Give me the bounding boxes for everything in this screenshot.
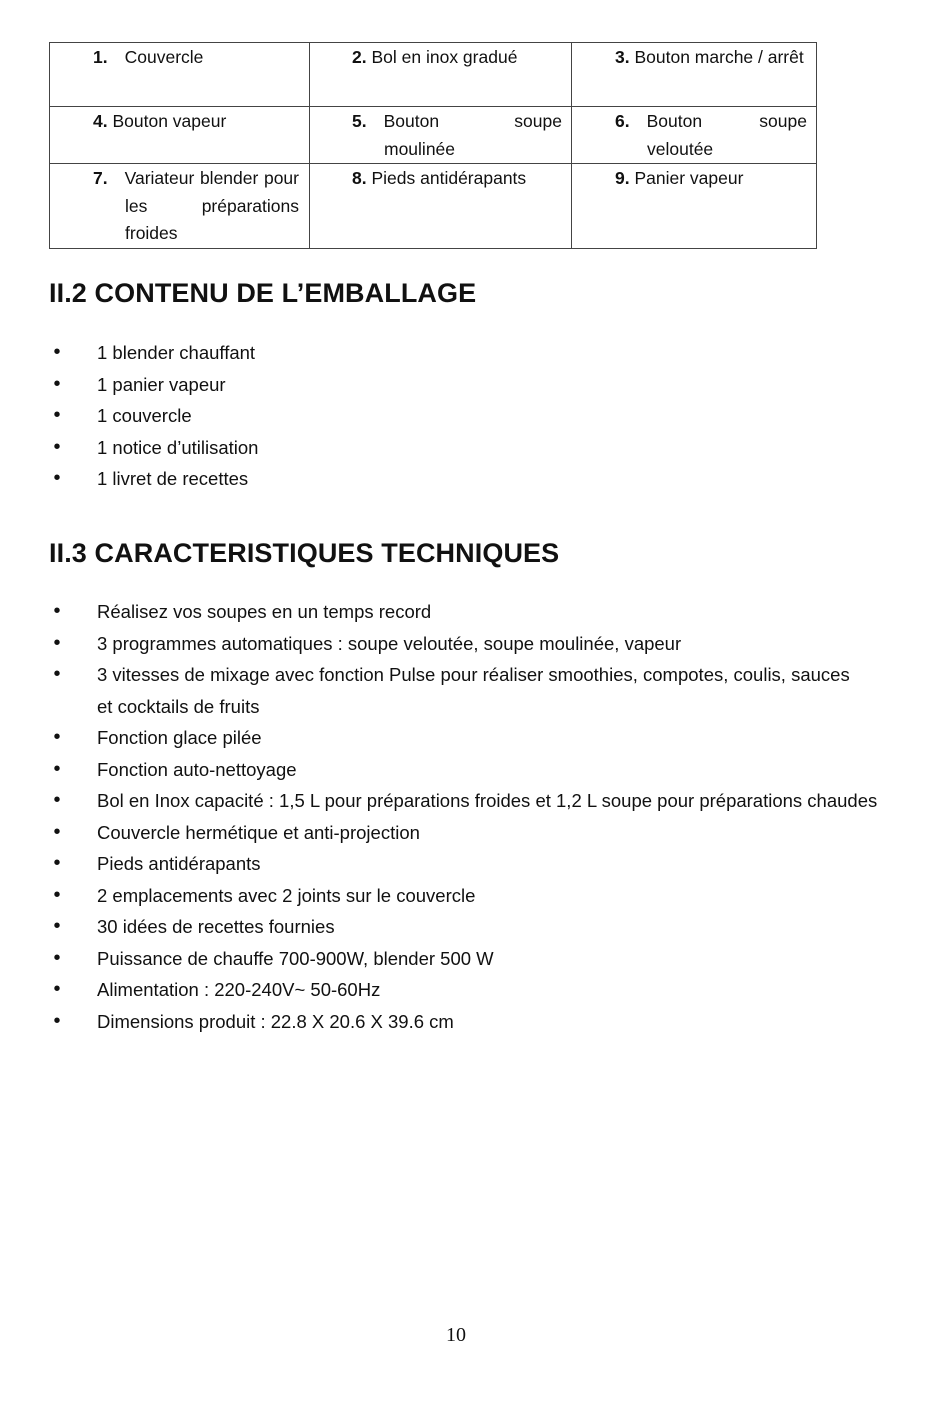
part-label: Bol en inox gradué: [371, 47, 518, 67]
list-item: • 30 idées de recettes fournies: [49, 911, 869, 943]
section-heading-contents: II.2 CONTENU DE L’EMBALLAGE: [49, 278, 477, 308]
list-item: • Couvercle hermétique et anti-projection: [49, 817, 869, 849]
part-number: 2.: [352, 47, 367, 67]
table-row: [50, 164, 817, 249]
part-number: 9.: [615, 168, 630, 188]
bullet-icon: •: [53, 820, 61, 843]
bullet-icon: •: [53, 915, 61, 937]
bullet-icon: •: [53, 663, 61, 685]
part-number: 7.: [93, 168, 108, 188]
list-item: • 2 emplacements avec 2 joints sur le couvercle: [49, 880, 869, 912]
part-label: Couvercle: [124, 47, 204, 67]
part-number: 1.: [93, 47, 108, 67]
part-label: Variateur blender pour les préparations froides: [124, 168, 299, 243]
bullet-icon: •: [53, 600, 61, 622]
bullet-icon: •: [53, 852, 61, 874]
table-cell: [572, 43, 817, 107]
list-item: • 3 vitesses de mixage avec fonction Pulse pour réaliser smoothies, compotes, coulis, sauces et cocktails de fruits: [49, 659, 857, 722]
list-item: • Fonction glace pilée: [49, 722, 869, 754]
bullet-icon: •: [53, 978, 61, 1000]
table-cell: [310, 107, 572, 164]
table-row: [50, 107, 817, 164]
list-item: • Pieds antidérapants: [49, 848, 869, 880]
table-cell: [310, 164, 572, 249]
part-label: Pieds antidérapants: [371, 168, 527, 188]
list-item: • 1 blender chauffant: [49, 337, 869, 369]
bullet-icon: •: [53, 789, 61, 811]
table-cell: [572, 164, 817, 249]
bullet-icon: •: [53, 435, 61, 458]
list-item: • 1 panier vapeur: [49, 369, 869, 401]
page-number: 10: [446, 1324, 466, 1346]
part-number: 5.: [352, 111, 367, 131]
contents-list: [49, 337, 869, 495]
table-cell: [310, 43, 572, 107]
list-item: • 1 couvercle: [49, 400, 869, 432]
list-item: • 1 livret de recettes: [49, 463, 869, 495]
bullet-icon: •: [53, 631, 61, 654]
bullet-icon: •: [53, 757, 61, 780]
bullet-icon: •: [53, 1009, 61, 1032]
list-item: • Bol en Inox capacité : 1,5 L pour préparations froides et 1,2 L soupe pour préparations chaudes: [49, 785, 887, 817]
part-label: Bouton marche / arrêt: [634, 47, 804, 67]
table-cell: [50, 43, 310, 107]
parts-table: [49, 42, 817, 249]
table-cell: [50, 107, 310, 164]
part-number: 4.: [93, 111, 108, 131]
bullet-icon: •: [53, 726, 61, 748]
list-item: • Puissance de chauffe 700-900W, blender 500 W: [49, 943, 869, 975]
list-item: • 1 notice d’utilisation: [49, 432, 869, 464]
part-label: Bouton soupe moulinée: [383, 111, 562, 159]
bullet-icon: •: [53, 467, 61, 489]
list-item: • 3 programmes automatiques : soupe veloutée, soupe moulinée, vapeur: [49, 628, 869, 660]
list-item: • Dimensions produit : 22.8 X 20.6 X 39.6 cm: [49, 1006, 869, 1038]
bullet-icon: •: [53, 372, 61, 395]
specs-list: [49, 596, 878, 1037]
list-item: • Alimentation : 220-240V~ 50-60Hz: [49, 974, 869, 1006]
table-cell: [572, 107, 817, 164]
list-item: • Fonction auto-nettoyage: [49, 754, 869, 786]
bullet-icon: •: [53, 946, 61, 969]
table-cell: [50, 164, 310, 249]
bullet-icon: •: [53, 404, 61, 426]
section-heading-specs: II.3 CARACTERISTIQUES TECHNIQUES: [49, 538, 560, 568]
part-number: 6.: [615, 111, 630, 131]
bullet-icon: •: [53, 341, 61, 363]
bullet-icon: •: [53, 883, 61, 906]
part-number: 3.: [615, 47, 630, 67]
part-label: Bouton soupe veloutée: [646, 111, 807, 159]
part-label: Panier vapeur: [634, 168, 744, 188]
part-number: 8.: [352, 168, 367, 188]
part-label: Bouton vapeur: [112, 111, 227, 131]
list-item: • Réalisez vos soupes en un temps record: [49, 596, 869, 628]
table-row: [50, 43, 817, 107]
